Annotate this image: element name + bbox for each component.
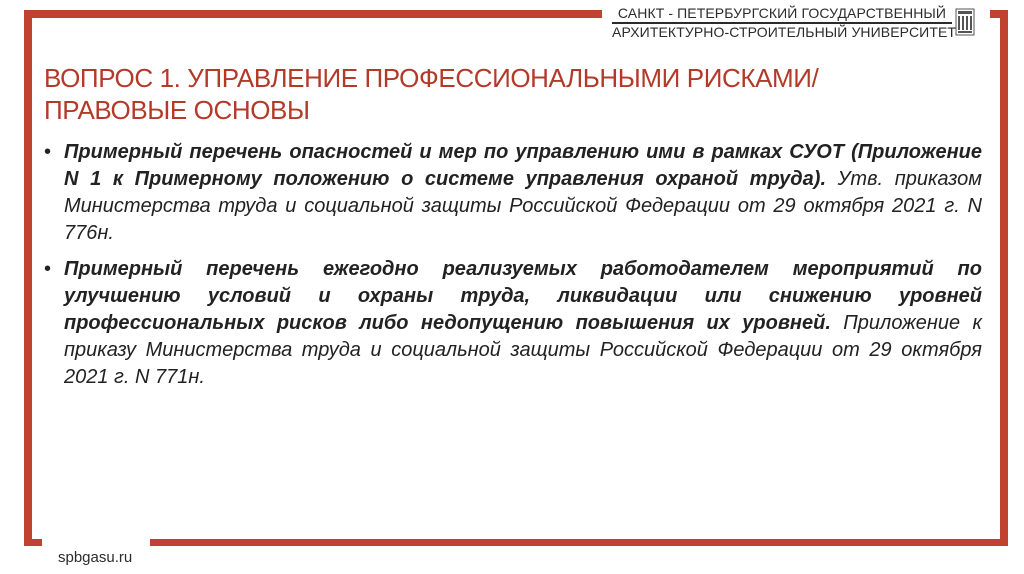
frame-left-line <box>24 10 32 546</box>
frame-top-left-line <box>24 10 602 18</box>
item-normal-text: Приложение к приказу Министерства труда и социальной защиты Российской Федерации от 29 октября 2021 г. N 771н. <box>64 312 982 388</box>
slide-title: ВОПРОС 1. УПРАВЛЕНИЕ ПРОФЕССИОНАЛЬНЫМИ РИСКАМИ/ ПРАВОВЫЕ ОСНОВЫ <box>44 63 819 125</box>
university-name-line-2: АРХИТЕКТУРНО-СТРОИТЕЛЬНЫЙ УНИВЕРСИТЕТ <box>612 24 957 40</box>
frame-bottom-left-line <box>24 539 42 546</box>
frame-right-line <box>1000 10 1008 546</box>
footer-url: spbgasu.ru <box>58 549 133 566</box>
content-list <box>42 139 982 400</box>
item-bold-text: Примерный перечень ежегодно реализуемых работодателем мероприятий по улучшению условий и охраны труда, ликвидации или снижению уровней профессиональных рисков либо недопущению повышения их уровней. <box>64 258 982 334</box>
university-emblem-icon <box>955 8 975 36</box>
bullet-marker: • <box>44 141 52 163</box>
university-name-line-1: САНКТ - ПЕТЕРБУРГСКИЙ ГОСУДАРСТВЕННЫЙ <box>617 5 947 21</box>
frame-bottom-right-line <box>150 539 1008 546</box>
item-normal-text: Утв. приказом Министерства труда и социальной защиты Российской Федерации от 29 октября 2021 г. N 776н. <box>64 168 982 244</box>
university-name <box>612 5 957 40</box>
item-bold-text: Примерный перечень опасностей и мер по управлению ими в рамках СУОТ (Приложение N 1 к Примерному положению о системе управления охраной труда). <box>64 141 982 190</box>
bullet-marker: • <box>44 258 52 280</box>
list-item <box>42 256 982 391</box>
list-item <box>42 139 982 247</box>
